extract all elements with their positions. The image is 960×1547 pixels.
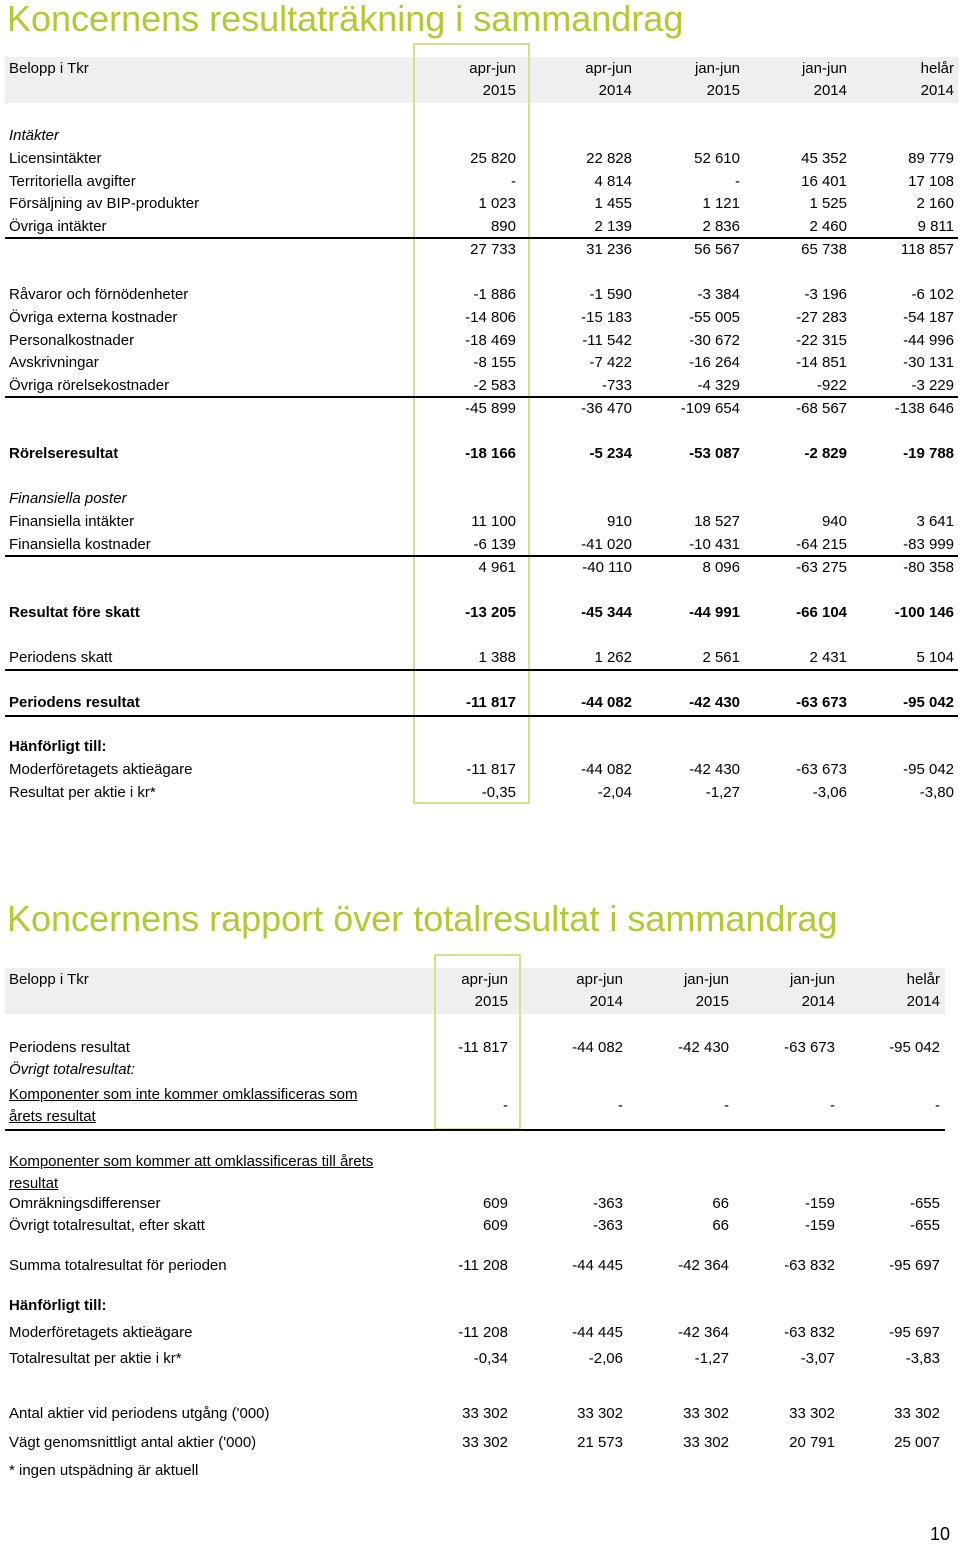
cell: 3 641 [916,513,954,530]
row-label: Övriga externa kostnader [9,309,178,326]
cell: -44 082 [572,1039,623,1056]
header-year: 2015 [474,993,508,1010]
table-row [0,216,960,238]
subtotal-row [0,239,960,261]
cell: -95 042 [903,761,954,778]
row-label: Övrigt totalresultat, efter skatt [9,1217,205,1234]
cell: -64 215 [796,536,847,553]
total-row [0,602,960,624]
cell: -13 205 [465,604,516,621]
row-label: Finansiella kostnader [9,536,151,553]
cell: -0,35 [481,784,516,801]
cell: -1,27 [705,784,740,801]
cell: -4 329 [697,377,740,394]
row-label: Periodens resultat [9,1039,130,1056]
cell: -11 542 [582,332,632,349]
cell: -44 082 [581,761,632,778]
cell: -159 [804,1195,835,1212]
row-label: Avskrivningar [9,354,99,371]
cell: -40 110 [582,559,632,576]
cell: 33 302 [462,1405,508,1422]
cell: 66 [712,1217,729,1234]
cell: -44 082 [581,694,632,711]
cell: -3,80 [919,784,954,801]
cell: -54 187 [903,309,954,326]
header-period: jan-jun [801,60,847,77]
cell: -42 430 [678,1039,729,1056]
cell: 890 [490,218,516,235]
cell: -3,83 [905,1350,940,1367]
table-row [0,284,960,306]
divider [5,715,958,717]
cell: -3 384 [697,286,740,303]
header-row-periods [0,58,960,80]
cell: 31 236 [586,241,632,258]
cell: -42 364 [678,1324,729,1341]
row-label: Periodens resultat [9,694,140,711]
cell: 22 828 [586,150,632,167]
cell: -363 [592,1217,623,1234]
table-row [0,352,960,374]
table-row [0,330,960,352]
cell: 27 733 [470,241,516,258]
cell: 33 302 [789,1405,835,1422]
cell: -1 590 [589,286,632,303]
row-label: Summa totalresultat för perioden [9,1257,227,1274]
cell: 118 857 [900,241,954,258]
cell: -44 445 [572,1324,623,1341]
cell: 2 561 [702,649,740,666]
cell: 9 811 [917,218,954,235]
row-label: Moderföretagets aktieägare [9,761,193,778]
cell: -80 358 [903,559,954,576]
hanforligt-heading: Hänförligt till: [9,738,107,755]
cell: -63 673 [784,1039,835,1056]
row-label: Försäljning av BIP-produkter [9,195,200,212]
cell: 2 160 [916,195,954,212]
subtotal-row [0,557,960,579]
table-row [0,1322,960,1344]
comprehensive-income-title: Koncernens rapport över totalresultat i sammandrag [7,898,838,939]
cell: -42 364 [678,1257,729,1274]
cell: -45 344 [581,604,632,621]
table-row [0,1348,960,1370]
table-row [0,1095,960,1117]
header-year: 2015 [482,82,516,99]
cell: -6 102 [911,286,954,303]
cell: - [511,173,516,190]
cell: -53 087 [689,445,740,462]
cell: -159 [804,1217,835,1234]
row-label: Övriga rörelsekostnader [9,377,170,394]
cell: -15 183 [581,309,632,326]
cell: -22 315 [796,332,847,349]
header-period: apr-jun [585,60,632,77]
row-label: Totalresultat per aktie i kr* [9,1350,182,1367]
cell: -6 139 [473,536,516,553]
fin-heading: Finansiella poster [9,490,127,507]
header-label: Belopp i Tkr [9,971,89,988]
cell: -3,06 [812,784,847,801]
cell: -922 [816,377,847,394]
cell: 33 302 [577,1405,623,1422]
cell: 1 262 [594,649,632,666]
cell: - [830,1097,835,1114]
header-year: 2014 [920,82,954,99]
subtotal-row [0,398,960,420]
row-label: Resultat före skatt [9,604,140,621]
cell: -45 899 [465,400,516,417]
cell: -63 673 [796,694,847,711]
cell: -11 817 [458,1039,508,1056]
table-row [0,1255,960,1277]
header-period: apr-jun [461,971,508,988]
cell: -95 697 [889,1324,940,1341]
cell: -2,04 [597,784,632,801]
cell: 25 007 [894,1434,940,1451]
footnote-text: * ingen utspädning är aktuell [9,1462,199,1479]
cell: -10 431 [689,536,740,553]
cell: -11 817 [465,694,516,711]
header-row-years [0,80,960,102]
header-period: apr-jun [576,971,623,988]
header-period: helår [920,60,954,77]
cell: - [724,1097,729,1114]
row-label: Antal aktier vid periodens utgång ('000) [9,1405,270,1422]
cell: 20 791 [789,1434,835,1451]
header-row-periods [0,969,960,991]
cell: 17 108 [908,173,954,190]
cell: -11 208 [458,1324,508,1341]
label-line: Komponenter som kommer att omklassificeras till årets [9,1153,374,1170]
cell: -68 567 [796,400,847,417]
cell: -655 [909,1195,940,1212]
cell: -363 [592,1195,623,1212]
cell: -63 275 [796,559,847,576]
table-row [0,534,960,556]
total-row [0,692,960,714]
cell: 910 [606,513,632,530]
cell: 33 302 [683,1405,729,1422]
row-label: Råvaror och förnödenheter [9,286,189,303]
cell: -63 832 [784,1324,835,1341]
cell: -3 196 [804,286,847,303]
cell: -95 697 [889,1257,940,1274]
cell: -2,06 [588,1350,623,1367]
ovrigt-heading: Övrigt totalresultat: [9,1061,135,1078]
cell: 1 388 [478,649,516,666]
row-label: Territoriella avgifter [9,173,136,190]
cell: 5 104 [916,649,954,666]
table-row [0,647,960,669]
cell: -41 020 [581,536,632,553]
table-row [0,759,960,781]
cell: -30 131 [903,354,954,371]
cell: 2 460 [809,218,847,235]
intakter-heading: Intäkter [9,127,60,144]
cell: 1 023 [478,195,516,212]
cell: -14 851 [796,354,847,371]
cell: -3 229 [911,377,954,394]
cell: - [735,173,740,190]
cell: -733 [601,377,632,394]
cell: -44 991 [689,604,740,621]
cell: 2 431 [809,649,847,666]
cell: 16 401 [801,173,847,190]
cell: 33 302 [683,1434,729,1451]
cell: 21 573 [577,1434,623,1451]
cell: -63 832 [784,1257,835,1274]
cell: -18 166 [465,445,516,462]
cell: 56 567 [694,241,740,258]
table-row [0,1432,960,1454]
cell: -44 445 [572,1257,623,1274]
income-statement-title: Koncernens resultaträkning i sammandrag [7,0,684,39]
cell: 89 779 [908,150,954,167]
header-period: apr-jun [469,60,516,77]
cell: -36 470 [581,400,632,417]
header-period: jan-jun [694,60,740,77]
table-row [0,782,960,804]
cell: -95 042 [903,694,954,711]
cell: 25 820 [470,150,516,167]
row-label: Vägt genomsnittligt antal aktier ('000) [9,1434,257,1451]
cell: -55 005 [689,309,740,326]
cell: 18 527 [694,513,740,530]
cell: -19 788 [903,445,954,462]
cell: -11 817 [466,761,516,778]
cell: 11 100 [471,513,516,530]
header-period: jan-jun [789,971,835,988]
cell: -109 654 [680,400,740,417]
cell: 609 [482,1195,508,1212]
header-row-years [0,991,960,1013]
cell: 940 [821,513,847,530]
cell: - [503,1097,508,1114]
table-row [0,1037,960,1059]
cell: 33 302 [894,1405,940,1422]
cell: -2 829 [804,445,847,462]
cell: 65 738 [801,241,847,258]
cell: 52 610 [694,150,740,167]
cell: 1 525 [809,195,847,212]
cell: -3,07 [800,1350,835,1367]
row-label: Moderföretagets aktieägare [9,1324,193,1341]
table-row [0,1403,960,1425]
cell: -14 806 [465,309,516,326]
page-number: 10 [929,1524,950,1544]
cell: - [935,1097,940,1114]
cell: -2 583 [473,377,516,394]
cell: 1 455 [594,195,632,212]
cell: -655 [909,1217,940,1234]
cell: -1 886 [473,286,516,303]
cell: -7 422 [589,354,632,371]
komponenter-label [9,1151,373,1195]
cell: - [618,1097,623,1114]
table-row [0,148,960,170]
cell: -44 996 [903,332,954,349]
cell: -18 469 [465,332,516,349]
cell: -138 646 [894,400,954,417]
cell: -27 283 [796,309,847,326]
cell: 45 352 [801,150,847,167]
row-label: Periodens skatt [9,649,113,666]
cell: -1,27 [694,1350,729,1367]
cell: -42 430 [689,761,740,778]
header-year: 2014 [801,993,835,1010]
divider [5,1129,945,1131]
table-row [0,193,960,215]
label-line: resultat [9,1175,59,1192]
divider [5,669,958,671]
cell: -100 146 [894,604,954,621]
cell: -42 430 [689,694,740,711]
row-label: Omräkningsdifferenser [9,1195,161,1212]
table-row [0,307,960,329]
cell: -8 155 [473,354,516,371]
cell: 66 [712,1195,729,1212]
cell: -16 264 [689,354,740,371]
row-label: Personalkostnader [9,332,135,349]
cell: 4 961 [478,559,516,576]
cell: -83 999 [903,536,954,553]
cell: -30 672 [689,332,740,349]
header-period: helår [906,971,940,988]
cell: 609 [482,1217,508,1234]
header-year: 2015 [695,993,729,1010]
cell: -63 673 [796,761,847,778]
cell: -95 042 [889,1039,940,1056]
table-row [0,1215,960,1237]
cell: 2 139 [594,218,632,235]
table-row [0,375,960,397]
table-row [0,511,960,533]
cell: 8 096 [702,559,740,576]
row-label: Finansiella intäkter [9,513,135,530]
row-label: Licensintäkter [9,150,102,167]
label-line: Komponenter som inte kommer omklassificeras som [9,1086,358,1103]
cell: 33 302 [462,1434,508,1451]
header-year: 2014 [589,993,623,1010]
cell: 1 121 [702,195,740,212]
total-row [0,443,960,465]
cell: 2 836 [702,218,740,235]
cell: -0,34 [473,1350,508,1367]
header-label: Belopp i Tkr [9,60,89,77]
table-row [0,1193,960,1215]
row-label: Resultat per aktie i kr* [9,784,156,801]
cell: -11 208 [458,1257,508,1274]
cell: -5 234 [589,445,632,462]
header-period: jan-jun [683,971,729,988]
table-row [0,171,960,193]
row-label: Rörelseresultat [9,445,119,462]
cell: 4 814 [594,173,632,190]
cell: -66 104 [796,604,847,621]
hanforligt-heading: Hänförligt till: [9,1297,107,1314]
header-year: 2015 [706,82,740,99]
header-year: 2014 [813,82,847,99]
header-year: 2014 [598,82,632,99]
label-line: årets resultat [9,1108,96,1125]
header-year: 2014 [906,993,940,1010]
row-label: Övriga intäkter [9,218,107,235]
